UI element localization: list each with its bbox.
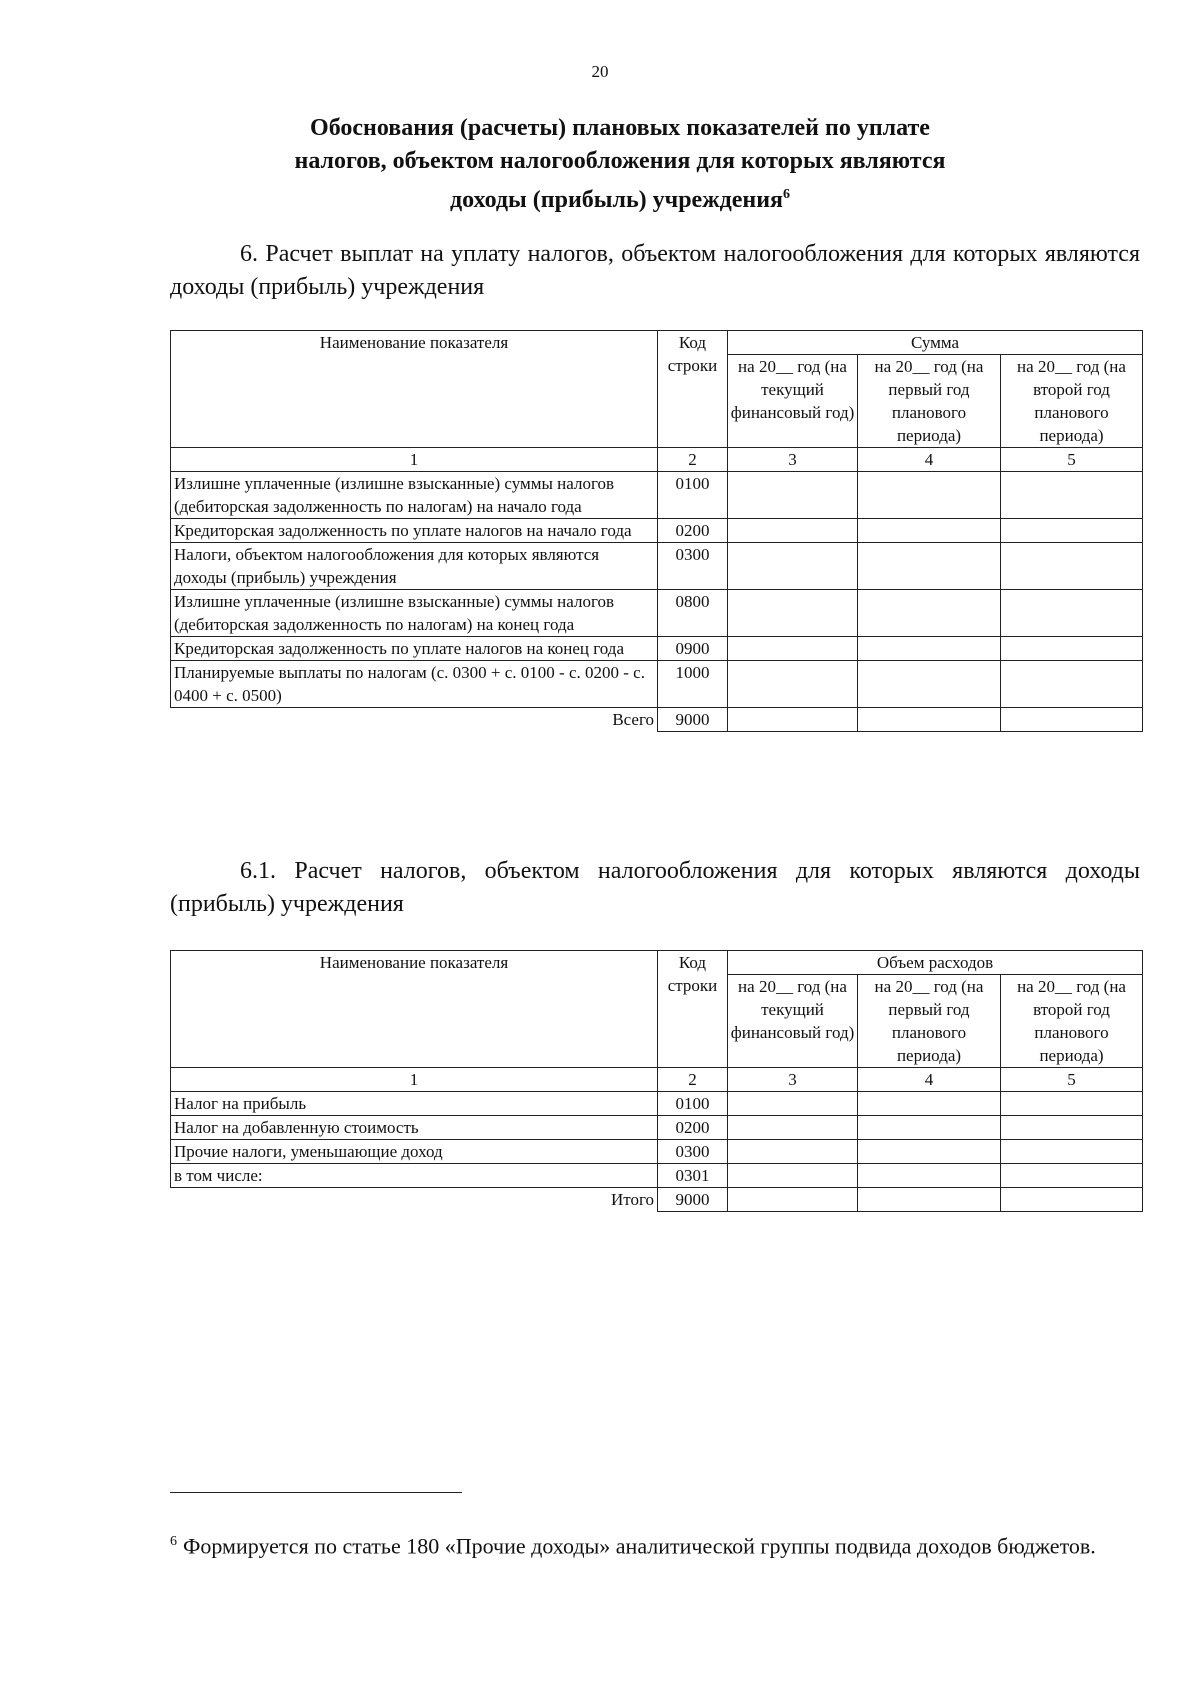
col-number: 3 (728, 1068, 858, 1092)
table-header-row (171, 951, 1143, 975)
section-6-heading-text: 6. Расчет выплат на уплату налогов, объектом налогообложения для которых являются доходы (прибыль) учреждения (170, 241, 1140, 300)
total-code: 9000 (658, 708, 728, 732)
total-label: Всего (171, 708, 658, 732)
column-number-row (171, 448, 1143, 472)
col-number: 4 (858, 1068, 1001, 1092)
col-number: 5 (1001, 448, 1143, 472)
row-name: Налог на прибыль (171, 1092, 658, 1116)
row-name: Налоги, объектом налогообложения для которых являются доходы (прибыль) учреждения (171, 543, 658, 590)
header-year-first: на 20__ год (на первый год планового периода) (858, 975, 1001, 1068)
value-cell[interactable] (858, 519, 1001, 543)
value-cell[interactable] (728, 1188, 858, 1212)
value-cell[interactable] (858, 637, 1001, 661)
footnote-text: Формируется по статье 180 «Прочие доходы» аналитической группы подвида доходов бюджетов. (183, 1533, 1096, 1559)
row-name: Излишне уплаченные (излишне взысканные) суммы налогов (дебиторская задолженность по налогам) на конец года (171, 590, 658, 637)
header-indicator-name: Наименование показателя (171, 331, 658, 448)
row-name: Кредиторская задолженность по уплате налогов на начало года (171, 519, 658, 543)
footnote-divider (170, 1492, 462, 1493)
value-cell[interactable] (858, 1164, 1001, 1188)
title-line-2: налогов, объектом налогообложения для которых являются (294, 148, 946, 174)
value-cell[interactable] (728, 543, 858, 590)
value-cell[interactable] (1001, 1140, 1143, 1164)
value-cell[interactable] (728, 472, 858, 519)
column-number-row (171, 1068, 1143, 1092)
value-cell[interactable] (1001, 1116, 1143, 1140)
table-row (171, 543, 1143, 590)
value-cell[interactable] (858, 1092, 1001, 1116)
row-name: Налог на добавленную стоимость (171, 1116, 658, 1140)
col-number: 2 (658, 448, 728, 472)
row-code: 0900 (658, 637, 728, 661)
value-cell[interactable] (1001, 708, 1143, 732)
table-row (171, 637, 1143, 661)
page-number: 20 (591, 62, 609, 81)
row-name: Прочие налоги, уменьшающие доход (171, 1140, 658, 1164)
title-line-1: Обоснования (расчеты) плановых показателей по уплате (310, 115, 930, 141)
row-code: 1000 (658, 661, 728, 708)
value-cell[interactable] (858, 543, 1001, 590)
section-6-heading (170, 238, 1140, 304)
value-cell[interactable] (1001, 1164, 1143, 1188)
value-cell[interactable] (858, 1140, 1001, 1164)
row-code: 0800 (658, 590, 728, 637)
title-line-3 (200, 178, 1040, 217)
row-code: 0300 (658, 543, 728, 590)
table-row (171, 519, 1143, 543)
table-row (171, 1164, 1143, 1188)
value-cell[interactable] (728, 519, 858, 543)
table-row (171, 1140, 1143, 1164)
total-row (171, 708, 1143, 732)
value-cell[interactable] (1001, 590, 1143, 637)
footnote-mark: 6 (170, 1534, 177, 1549)
col-number: 1 (171, 1068, 658, 1092)
value-cell[interactable] (858, 661, 1001, 708)
value-cell[interactable] (1001, 1188, 1143, 1212)
row-name: Кредиторская задолженность по уплате налогов на конец года (171, 637, 658, 661)
total-code: 9000 (658, 1188, 728, 1212)
header-row-code: Код строки (658, 331, 728, 448)
value-cell[interactable] (728, 661, 858, 708)
value-cell[interactable] (728, 1164, 858, 1188)
value-cell[interactable] (728, 1092, 858, 1116)
section-6-1-heading (170, 855, 1140, 921)
value-cell[interactable] (1001, 543, 1143, 590)
value-cell[interactable] (1001, 1092, 1143, 1116)
value-cell[interactable] (858, 1188, 1001, 1212)
value-cell[interactable] (1001, 637, 1143, 661)
col-number: 1 (171, 448, 658, 472)
value-cell[interactable] (1001, 661, 1143, 708)
row-name: Планируемые выплаты по налогам (с. 0300 + с. 0100 - с. 0200 - с. 0400 + с. 0500) (171, 661, 658, 708)
section-6-1-heading-text: 6.1. Расчет налогов, объектом налогообложения для которых являются доходы (прибыль) учреждения (170, 858, 1140, 917)
row-code: 0100 (658, 472, 728, 519)
header-sum-group: Сумма (728, 331, 1143, 355)
header-year-second: на 20__ год (на второй год планового периода) (1001, 975, 1143, 1068)
col-number: 3 (728, 448, 858, 472)
header-year-current: на 20__ год (на текущий финансовый год) (728, 355, 858, 448)
row-code: 0301 (658, 1164, 728, 1188)
value-cell[interactable] (1001, 519, 1143, 543)
header-indicator-name: Наименование показателя (171, 951, 658, 1068)
total-row (171, 1188, 1143, 1212)
value-cell[interactable] (858, 590, 1001, 637)
table-row (171, 590, 1143, 637)
value-cell[interactable] (728, 1116, 858, 1140)
row-code: 0100 (658, 1092, 728, 1116)
col-number: 5 (1001, 1068, 1143, 1092)
col-number: 2 (658, 1068, 728, 1092)
value-cell[interactable] (858, 472, 1001, 519)
document-title (200, 112, 1040, 217)
total-label: Итого (171, 1188, 658, 1212)
header-expense-group: Объем расходов (728, 951, 1143, 975)
title-line-3-text: доходы (прибыль) учреждения (449, 187, 784, 213)
header-year-first: на 20__ год (на первый год планового периода) (858, 355, 1001, 448)
value-cell[interactable] (858, 1116, 1001, 1140)
row-code: 0200 (658, 1116, 728, 1140)
title-footnote-mark: 6 (783, 187, 791, 202)
col-number: 4 (858, 448, 1001, 472)
row-name: в том числе: (171, 1164, 658, 1188)
table-header-row (171, 331, 1143, 355)
value-cell[interactable] (728, 637, 858, 661)
table-row (171, 1092, 1143, 1116)
header-year-second: на 20__ год (на второй год планового периода) (1001, 355, 1143, 448)
table-row (171, 1116, 1143, 1140)
table-row (171, 472, 1143, 519)
row-code: 0200 (658, 519, 728, 543)
table-tax-calculation (170, 950, 1143, 1212)
table-tax-payments (170, 330, 1143, 732)
header-row-code: Код строки (658, 951, 728, 1068)
value-cell[interactable] (1001, 472, 1143, 519)
header-year-current: на 20__ год (на текущий финансовый год) (728, 975, 858, 1068)
value-cell[interactable] (728, 590, 858, 637)
value-cell[interactable] (728, 708, 858, 732)
value-cell[interactable] (728, 1140, 858, 1164)
footnote (170, 1526, 1140, 1561)
value-cell[interactable] (858, 708, 1001, 732)
row-code: 0300 (658, 1140, 728, 1164)
row-name: Излишне уплаченные (излишне взысканные) суммы налогов (дебиторская задолженность по налогам) на начало года (171, 472, 658, 519)
table-row (171, 661, 1143, 708)
